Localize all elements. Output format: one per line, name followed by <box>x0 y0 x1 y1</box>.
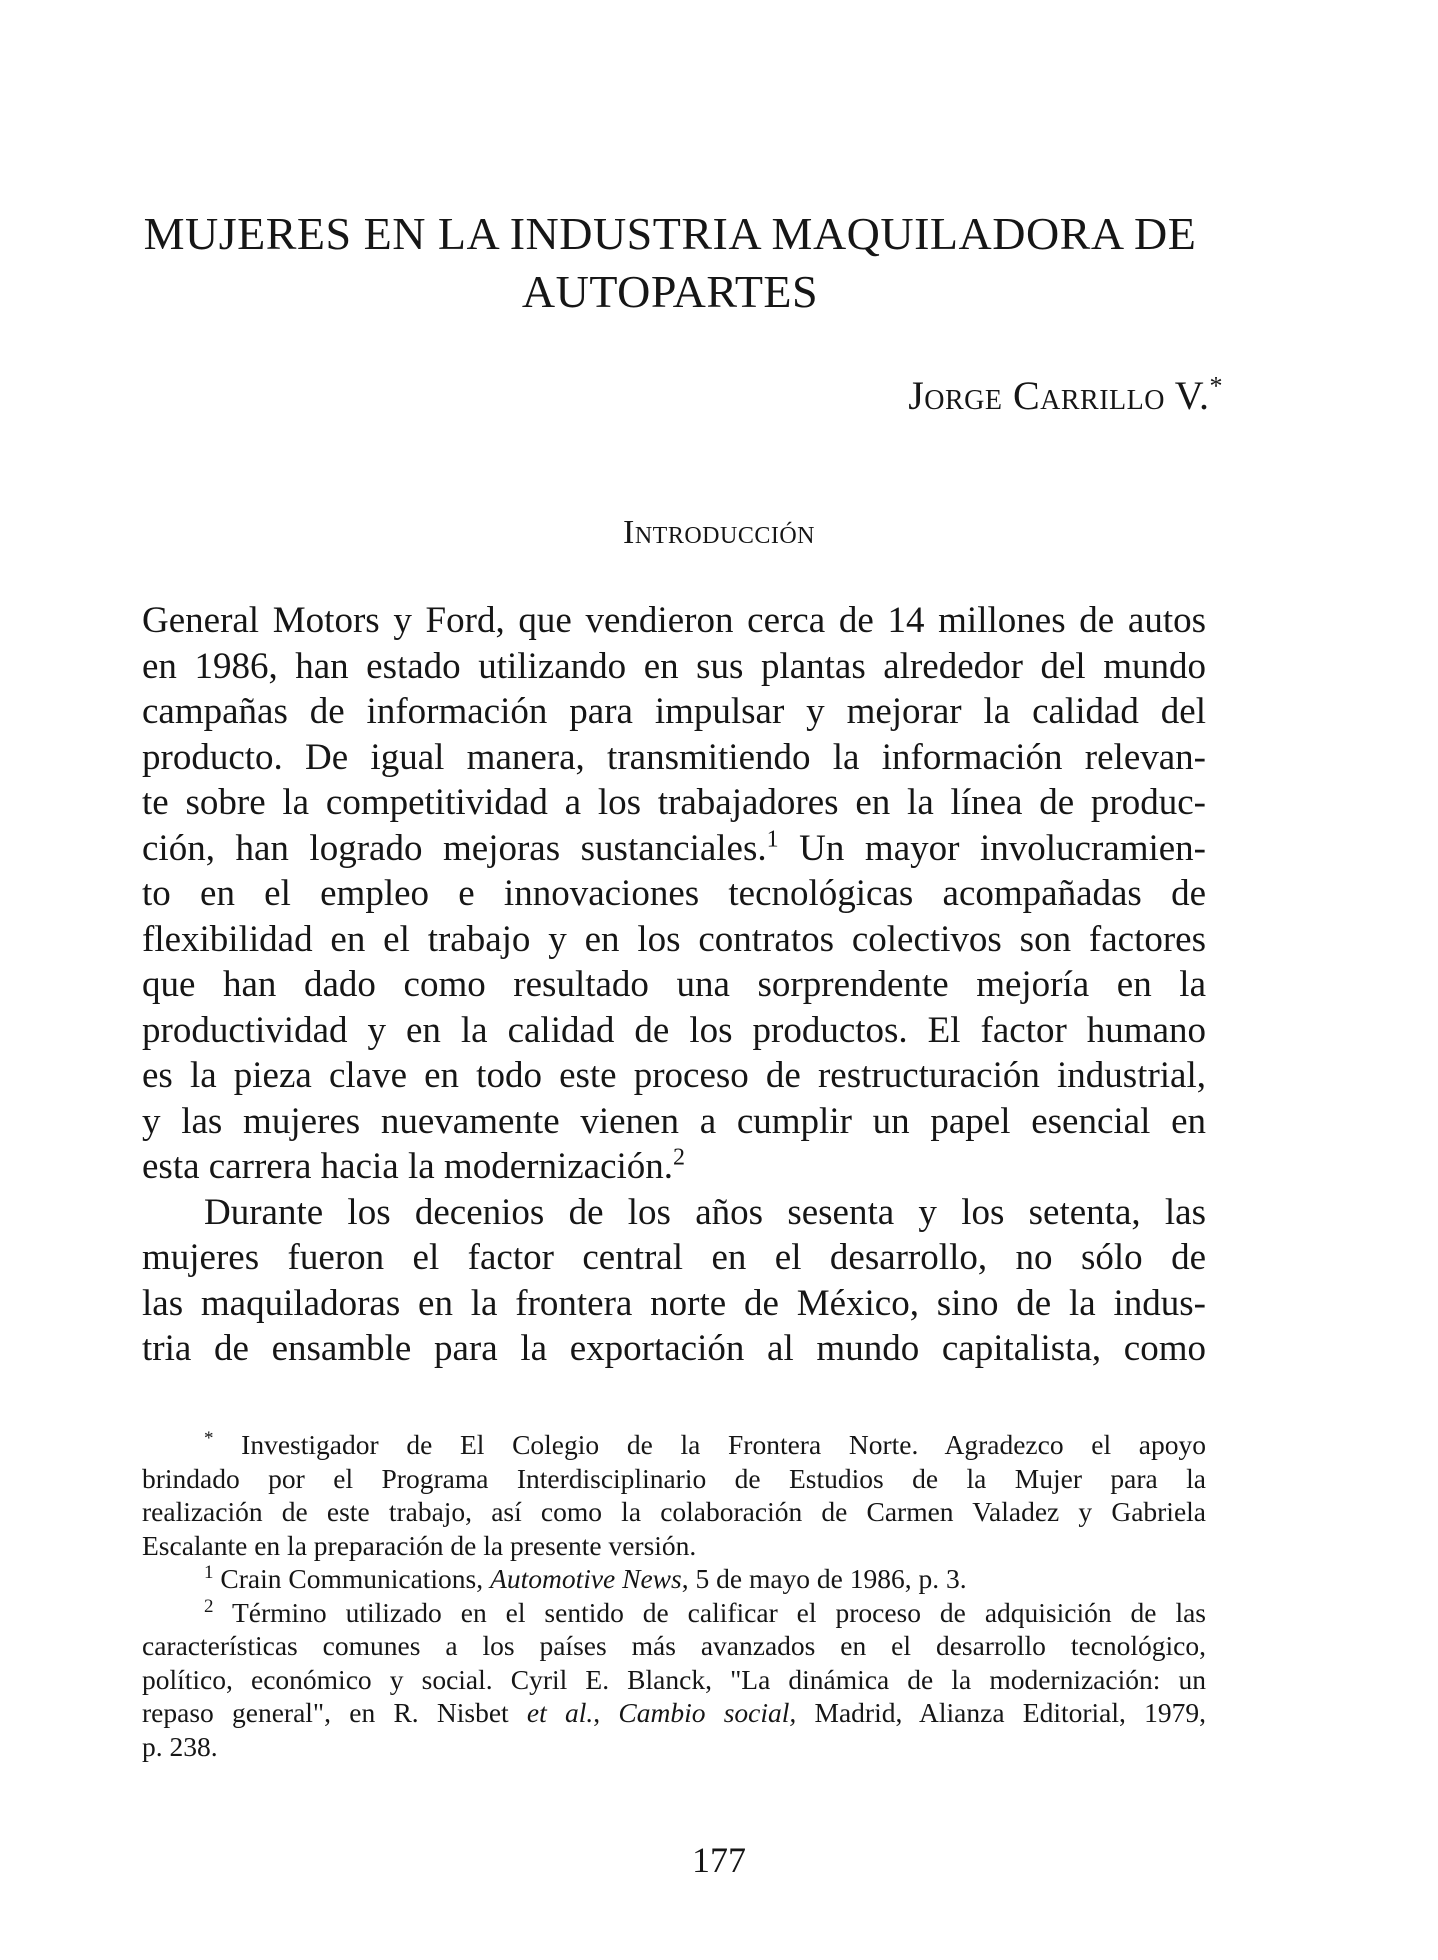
footnote-mark-2: 2 <box>204 1595 214 1617</box>
text-segment: esta carrera hacia la modernización. <box>142 1146 674 1187</box>
text-line: General Motors y Ford, que vendieron cerca de 14 millones de autos <box>142 600 1206 641</box>
footnote-text: Crain Communications, <box>213 1563 491 1594</box>
text-segment: Un mayor involucramien- <box>778 827 1206 869</box>
text-line: mujeres fueron el factor central en el desarrollo, no sólo de <box>142 1237 1206 1278</box>
footnote-line <box>142 1428 1206 1462</box>
footnote-1 <box>142 1562 1206 1596</box>
footnote-text: Término utilizado en el sentido de calificar el proceso de adquisición de las <box>213 1596 1206 1628</box>
footnote-text: , 5 de mayo de 1986, p. 3. <box>681 1563 967 1594</box>
footnote-italic-etal: et al. <box>526 1697 594 1728</box>
footnote-text: Investigador de El Colegio de la Frontera Norte. Agradezco el apoyo <box>213 1429 1206 1460</box>
text-line: las maquiladoras en la frontera norte de México, sino de la indus- <box>142 1282 1206 1324</box>
author-name: Jorge Carrillo V. <box>908 373 1210 418</box>
footnote-text: Madrid, Alianza Editorial, 1979, <box>796 1697 1206 1728</box>
footnote-text: repaso general", en R. Nisbet <box>142 1697 527 1728</box>
footnote-line: características comunes a los países más avanzados en el desarrollo tecnológico, <box>142 1630 1206 1661</box>
text-line: flexibilidad en el trabajo y en los contratos colectivos son factores <box>142 918 1206 960</box>
author-footnote-mark: * <box>1209 371 1223 401</box>
text-line: producto. De igual manera, transmitiendo la información relevan- <box>142 736 1206 778</box>
body-text <box>142 598 1206 1372</box>
title-line-1: MUJERES EN LA INDUSTRIA MAQUILADORA DE <box>143 208 1197 259</box>
footnote-text: , <box>593 1697 619 1728</box>
text-line: campañas de información para impulsar y mejorar la calidad del <box>142 691 1206 732</box>
footnote-line: p. 238. <box>142 1730 218 1762</box>
paragraph-2 <box>142 1190 1206 1372</box>
text-line: productividad y en la calidad de los productos. El factor humano <box>142 1009 1206 1051</box>
page-number: 177 <box>692 1840 746 1880</box>
text-line: tria de ensamble para la exportación al mundo capitalista, como <box>142 1328 1206 1369</box>
text-line: es la pieza clave en todo este proceso de restructuración industrial, <box>142 1055 1206 1096</box>
footnote-mark-star: * <box>204 1427 214 1449</box>
footnote-mark-1: 1 <box>204 1561 214 1583</box>
paragraph-1 <box>142 598 1206 1190</box>
author-byline <box>908 372 1223 420</box>
article-title <box>120 205 1220 321</box>
footnotes <box>142 1428 1206 1763</box>
text-line-with-footnote <box>142 1144 1206 1190</box>
footnote-line: político, económico y social. Cyril E. Blanck, "La dinámica de la modernización: un <box>142 1663 1206 1695</box>
footnote-line: realización de este trabajo, así como la colaboración de Carmen Valadez y Gabriela <box>142 1496 1206 1527</box>
text-line: que han dado como resultado una sorprendente mejoría en la <box>142 964 1206 1005</box>
footnote-line: brindado por el Programa Interdisciplinario de Estudios de la Mujer para la <box>142 1462 1206 1494</box>
title-line-2: AUTOPARTES <box>521 266 819 317</box>
footnote-star <box>142 1428 1206 1562</box>
footnote-italic-title: Automotive News <box>490 1563 682 1594</box>
footnote-2 <box>142 1596 1206 1764</box>
footnote-ref-2: 2 <box>673 1144 686 1171</box>
text-line: to en el empleo e innovaciones tecnológicas acompañadas de <box>142 873 1206 914</box>
section-heading: Introducción <box>623 514 815 551</box>
text-line-with-footnote <box>142 826 1206 872</box>
text-segment: ción, han logrado mejoras sustanciales. <box>142 827 767 869</box>
footnote-line: Escalante en la preparación de la presente versión. <box>142 1529 697 1561</box>
footnote-ref-1: 1 <box>766 826 779 853</box>
text-line: en 1986, han estado utilizando en sus plantas alrededor del mundo <box>142 645 1206 687</box>
footnote-line <box>142 1596 1206 1630</box>
footnote-line <box>142 1562 1206 1596</box>
text-line: te sobre la competitividad a los trabajadores en la línea de produc- <box>142 782 1206 823</box>
text-line: Durante los decenios de los años sesenta y los setenta, las <box>204 1191 1206 1233</box>
footnote-line <box>142 1696 1206 1730</box>
text-line: y las mujeres nuevamente vienen a cumplir un papel esencial en <box>142 1100 1206 1142</box>
footnote-italic-title: Cambio social, <box>618 1697 797 1728</box>
